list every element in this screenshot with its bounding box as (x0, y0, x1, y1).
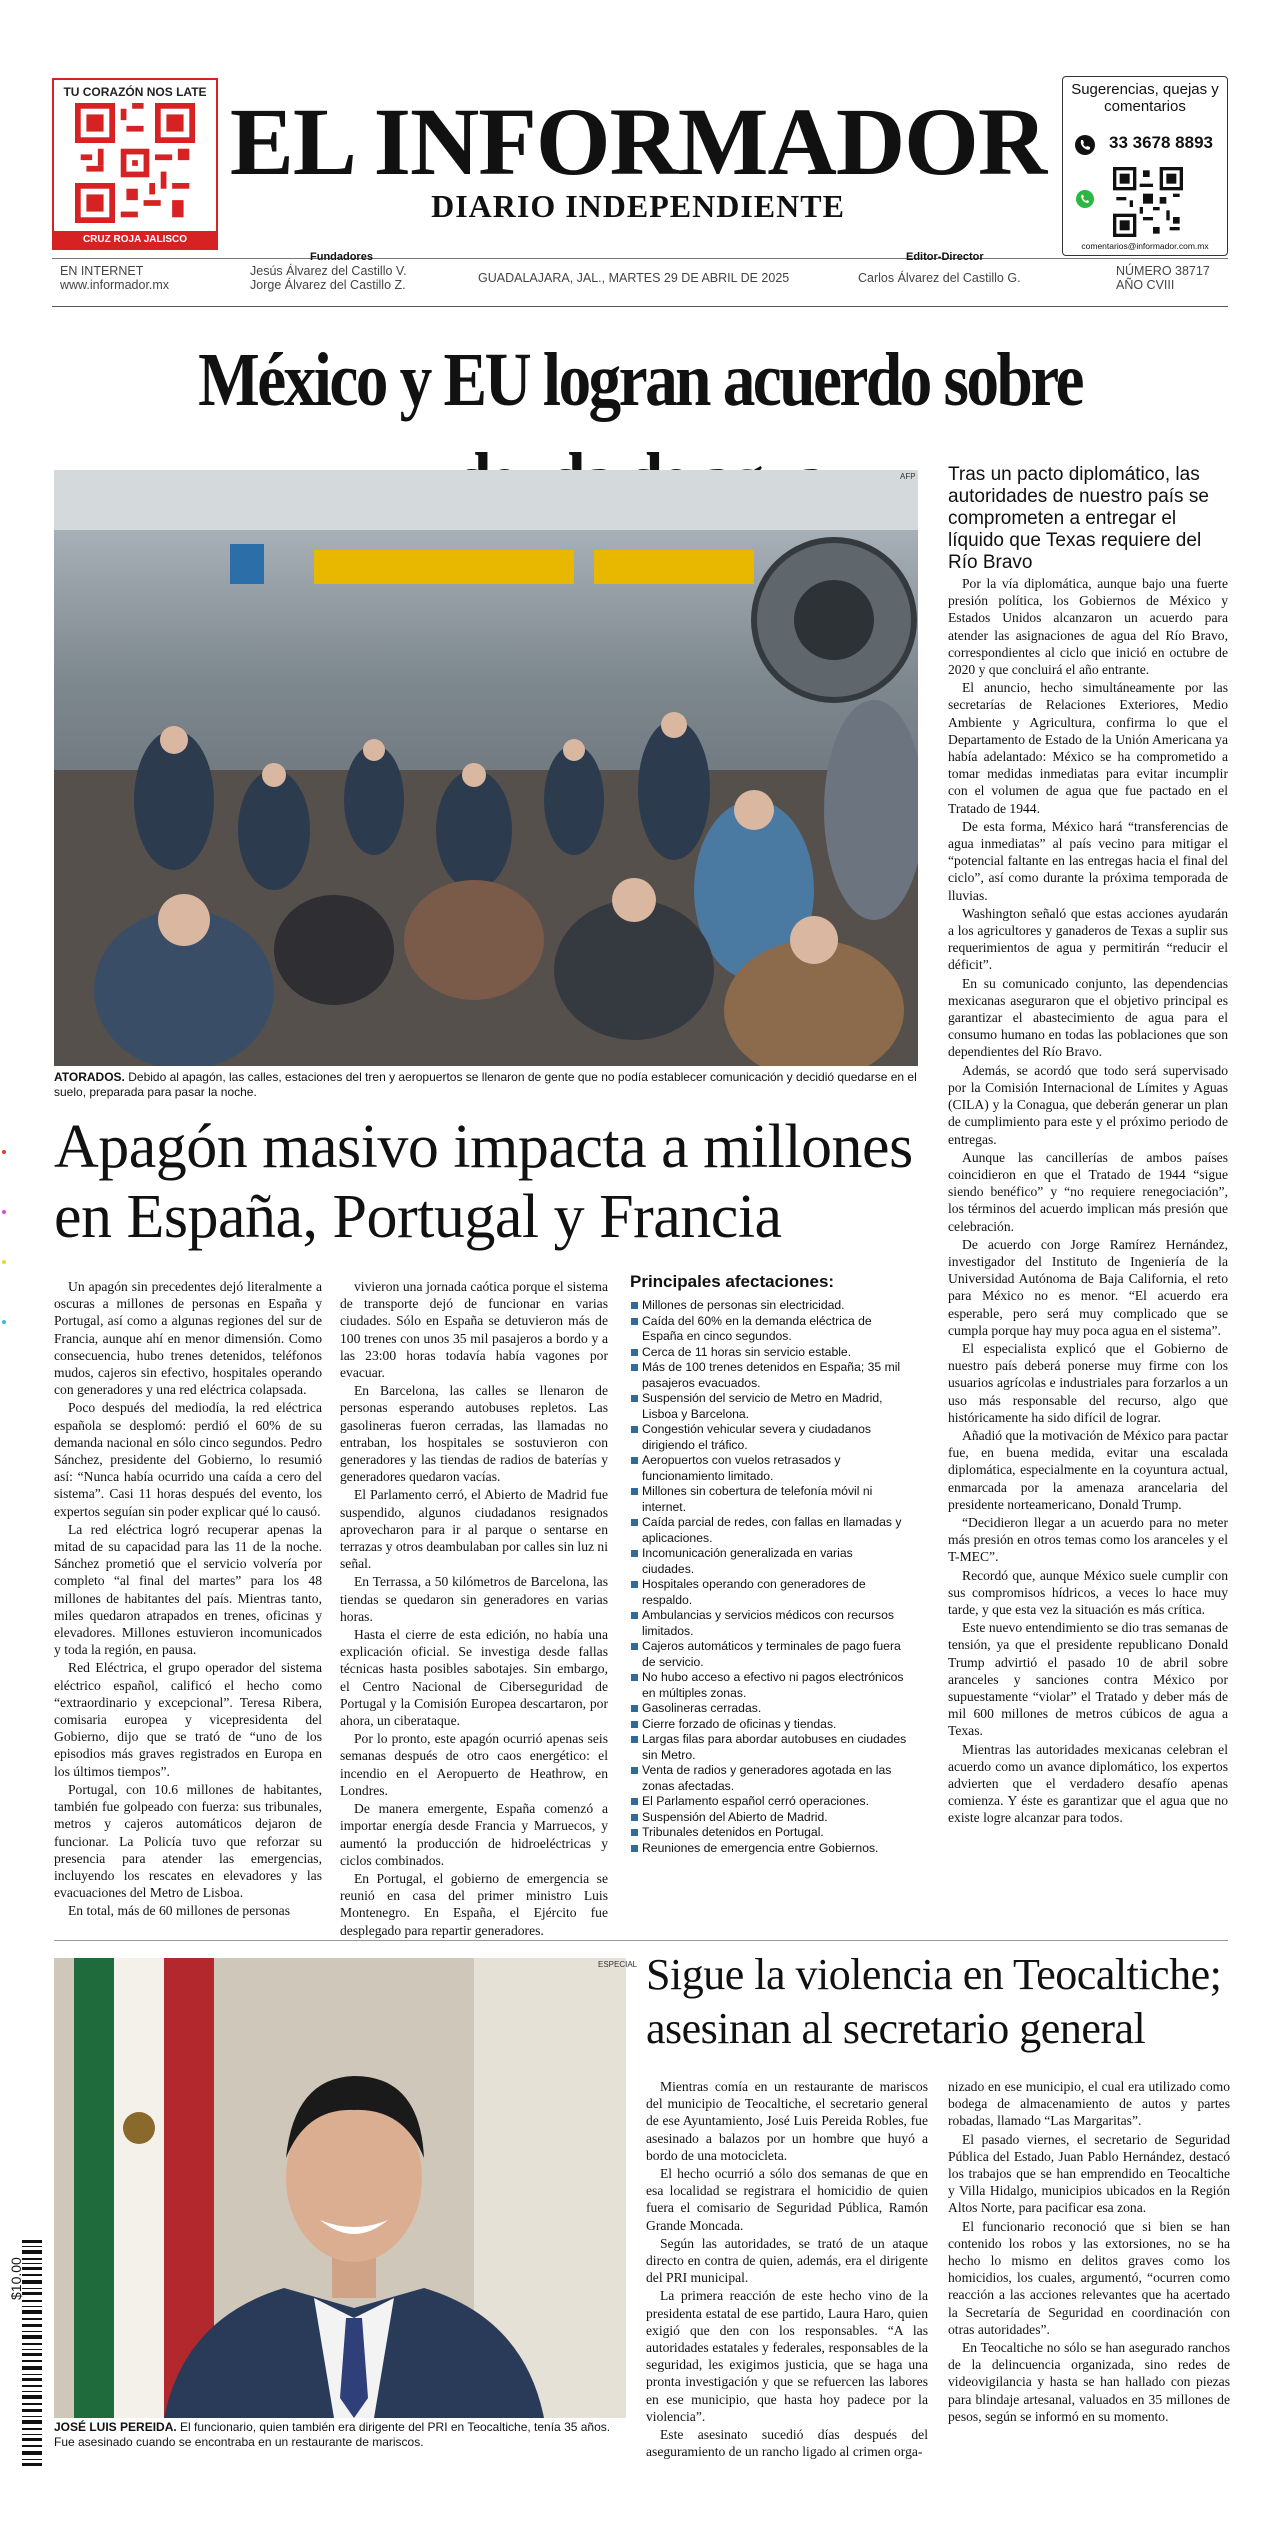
violence-paragraph: El pasado viernes, el secretario de Seguridad Pública del Estado, Juan Pablo Hernández, destacó los trabajos que se han emprendido en Teocaltiche y Villa Hidalgo, municipios ubicados en la Región Altos Norte, para pacificar esa zona. (948, 2131, 1230, 2216)
effects-item: Congestión vehicular severa y ciudadanos dirigiendo el tráfico. (630, 1422, 908, 1453)
contact-box (1062, 76, 1228, 256)
section-rule (54, 1940, 1228, 1941)
effects-item: Cajeros automáticos y terminales de pago fuera de servicio. (630, 1639, 908, 1670)
effects-item: Millones de personas sin electricidad. (630, 1298, 908, 1314)
header-rule (52, 258, 1228, 259)
effects-item: Gasolineras cerradas. (630, 1701, 908, 1717)
blackout-paragraph: Portugal, con 10.6 millones de habitantes, también fue golpeado con fuerza: sus tribunales, metros y cajeros automáticos dejaron de funcionar. La Policía tuvo que reforzar su presencia para atender las emergencias, incluyendo los rescates en elevadores y las evacuaciones del Metro de Lisboa. (54, 1781, 322, 1901)
contact-title: Sugerencias, quejas y comentarios (1071, 81, 1219, 115)
masthead-subtitle: DIARIO INDEPENDIENTE (431, 188, 845, 224)
effects-item: Cierre forzado de oficinas y tiendas. (630, 1717, 908, 1733)
effects-item: Caída parcial de redes, con fallas en llamadas y aplicaciones. (630, 1515, 908, 1546)
lead-body (948, 575, 1228, 1827)
effects-item: Tribunales detenidos en Portugal. (630, 1825, 908, 1841)
photo2-caption-label: JOSÉ LUIS PEREIDA. (54, 2420, 177, 2434)
registration-mark (2, 1320, 6, 1324)
founders-label: Fundadores (310, 251, 373, 263)
portrait-photo[interactable] (54, 1958, 626, 2418)
header-rule-bottom (52, 306, 1228, 307)
effects-item: Suspensión del servicio de Metro en Madrid, Lisboa y Barcelona. (630, 1391, 908, 1422)
blackout-paragraph: Por lo pronto, este apagón ocurrió apenas seis semanas después de otro caos energético: el incendio en el Aeropuerto de Heathrow, en Londres. (340, 1731, 608, 1798)
price-label: $10.00 (8, 2257, 24, 2300)
effects-item: Millones sin cobertura de telefonía móvil ni internet. (630, 1484, 908, 1515)
effects-item: Caída del 60% en la demanda eléctrica de España en cinco segundos. (630, 1314, 908, 1345)
effects-item: Más de 100 trenes detenidos en España; 35 mil pasajeros evacuados. (630, 1360, 908, 1391)
internet-label: EN INTERNET (60, 264, 144, 278)
photo-credit: AFP (900, 472, 916, 481)
issue-number: NÚMERO 38717 (1116, 264, 1210, 278)
lead-headline[interactable]: México y EU logran acuerdo sobre (198, 338, 1082, 422)
contact-phone[interactable]: 33 3678 8893 (1109, 133, 1213, 152)
effects-item: Largas filas para abordar autobuses en ciudades sin Metro. (630, 1732, 908, 1763)
lead-paragraph: De esta forma, México hará “transferencias de agua inmediatas” al país vecino para mitigar el “potencial faltante en las entregas hacia el final del ciclo”, así como durante la próxima temporada de lluvias. (948, 818, 1228, 903)
violence-col-d (948, 2078, 1230, 2425)
lead-dek: Tras un pacto diplomático, las autoridades de nuestro país se comprometen a entregar el líquido que Texas requiere del Río Bravo (948, 464, 1209, 573)
effects-list (630, 1298, 908, 1856)
violence-paragraph: Mientras comía en un restaurante de mariscos del municipio de Teocaltiche, el secretario general de ese Ayuntamiento, José Luis Pereida Robles, fue asesinado a balazos por un hombre que huyó a bordo de una motocicleta. (646, 2079, 928, 2163)
photo2-caption (54, 2420, 626, 2450)
effects-item: Aeropuertos con vuelos retrasados y funcionamiento limitado. (630, 1453, 908, 1484)
dateline: GUADALAJARA, JAL., MARTES 29 DE ABRIL DE 2025 (478, 271, 790, 285)
violence-paragraph: nizado en ese municipio, el cual era utilizado como bodega de almacenamiento de autos y partes robadas, llamado “Las Margaritas”. (948, 2079, 1230, 2129)
violence-paragraph: El funcionario reconoció que si bien se han contenido los robos y las extorsiones, no se ha hecho lo mismo en delitos graves como los homicidios, los cuales, argumentó, “ocurren como reacción a las acciones relevantes que ha acertado la Secretaría de Seguridad en coordinación con otras autoridades”. (948, 2218, 1230, 2337)
editor-label: Editor-Director (906, 251, 984, 263)
lead-paragraph: En su comunicado conjunto, las dependencias mexicanas aseguraron que el objetivo principal es garantizar el abastecimiento de agua para el consumo humano en todas las poblaciones que son dependientes del Río Bravo. (948, 975, 1228, 1060)
promo-title: TU CORAZÓN NOS LATE (63, 85, 207, 99)
photo-caption (54, 1070, 918, 1100)
effects-box (630, 1272, 908, 1856)
blackout-headline[interactable] (54, 1112, 934, 1252)
registration-mark (2, 1210, 6, 1214)
effects-item: No hubo acceso a efectivo ni pagos electrónicos en múltiples zonas. (630, 1670, 908, 1701)
lead-paragraph: Aunque las cancillerías de ambos países coincidieron en que el Tratado de 1944 “sigue siendo benéfico” y “no requiere renegociación”, los términos del acuerdo implican más presión que celebración. (948, 1149, 1228, 1234)
blackout-paragraph: Hasta el cierre de esta edición, no había una explicación oficial. Se investiga desde fallas técnicas hasta posibles sabotajes. Sin embargo, el Centro Nacional de Ciberseguridad de Portugal y la Comisión Europea descartaron, por ahora, un ciberataque. (340, 1627, 608, 1729)
blackout-paragraph: Poco después del mediodía, la red eléctrica española se desplomó: perdió el 60% de su demanda nacional en sólo cinco segundos. Pedro Sánchez, presidente del Gobierno, lo resumió así: “Nunca había ocurrido una caída a cero del sistema”. Casi 11 horas después del evento, los expertos seguían sin poder explicar qué lo causó. (54, 1400, 322, 1519)
blackout-col-b (340, 1278, 608, 1939)
lead-paragraph: El especialista explicó que el Gobierno de nuestro país deberá ponerse muy firme con los usuarios agrícolas e industriales para forzarlos a un uso más responsable del recurso, algo que históricamente ha sido difícil de lograr. (948, 1340, 1228, 1425)
blackout-headline-line1: Apagón masivo impacta a millones (54, 1113, 913, 1181)
violence-col-c (646, 2078, 928, 2460)
founder-2: Jorge Álvarez del Castillo Z. (250, 278, 406, 292)
lead-paragraph: Mientras las autoridades mexicanas celebran el acuerdo como un avance diplomático, los expertos advierten que el verdadero desafío apenas comienza. Y éste es garantizar que el agua que no existe logre alcanzar para todos. (948, 1741, 1228, 1826)
contact-email[interactable]: comentarios@informador.com.mx (1081, 241, 1209, 251)
effects-item: Suspensión del Abierto de Madrid. (630, 1810, 908, 1826)
internet-block (60, 264, 169, 292)
effects-title: Principales afectaciones: (630, 1272, 835, 1291)
violence-paragraph: Este asesinato sucedió días después del aseguramiento de un rancho ligado al crimen orga- (646, 2427, 928, 2460)
blackout-paragraph: Un apagón sin precedentes dejó literalmente a oscuras a millones de personas en España y Portugal, así como a algunas regiones del sur de Francia, aunque ahí en menor dimensión. Como consecuencia, hubo trenes detenidos, teléfonos mudos, cajeros sin efectivo, hospitales operando con generadores y una red eléctrica colapsada. (54, 1279, 322, 1398)
blackout-paragraph: En Portugal, el gobierno de emergencia se reunió en casa del primer ministro Luis Montenegro. En España, el Ejército fue desplegado para repartir generadores. (340, 1870, 608, 1938)
effects-item: Ambulancias y servicios médicos con recursos limitados. (630, 1608, 908, 1639)
effects-item: Reuniones de emergencia entre Gobiernos. (630, 1841, 908, 1857)
effects-item: Incomunicación generalizada en varias ciudades. (630, 1546, 908, 1577)
website-link[interactable]: www.informador.mx (60, 278, 170, 292)
effects-item: Venta de radios y generadores agotada en las zonas afectadas. (630, 1763, 908, 1794)
registration-mark (2, 1260, 6, 1264)
qr-code-icon[interactable] (75, 103, 195, 223)
founder-1: Jesús Álvarez del Castillo V. (250, 264, 407, 278)
blackout-paragraph: La red eléctrica logró recuperar apenas la mitad de su capacidad para las 11 de la noche. Sánchez prometió que el servicio volvería por completo “al final del martes” para los 48 millones de habitantes del país. Mientras tanto, miles quedaron atrapados en trenes, oficinas y elevadores. Millones estuvieron incomunicados y toda la región, en pausa. (54, 1521, 322, 1658)
photo2-credit: ESPECIAL (598, 1960, 638, 1969)
violence-paragraph: La primera reacción de este hecho vino de la presidenta estatal de ese partido, Laura Haro, quien exigió que den con los responsables. “A las autoridades estatales y federales, responsables de la seguridad, les exigimos justicia, que se haga una pronta investigación y que se refuercen las labores en ese municipio, que hasta hoy padece por la violencia”. (646, 2288, 928, 2424)
effects-item: El Parlamento español cerró operaciones. (630, 1794, 908, 1810)
promo-box (52, 78, 218, 250)
effects-item: Cerca de 11 horas sin servicio estable. (630, 1345, 908, 1361)
lead-paragraph: Este nuevo entendimiento se dio tras semanas de tensión, ya que el presidente republicano Donald Trump advirtió el pasado 10 de abril sobre aranceles y sanciones contra México por supuestamente “violar” el Tratado y deber más de mil 600 millones de metros cúbicos de agua a Texas. (948, 1620, 1228, 1739)
lead-paragraph: De acuerdo con Jorge Ramírez Hernández, investigador del Instituto de Ingeniería de la Universidad Autónoma de Baja California, el reto para México no es menor. “El acuerdo era esperable, pero será muy complicado que se cumpla porque hay muy poca agua en el sistema”. (948, 1236, 1228, 1338)
caption-label: ATORADOS. (54, 1070, 125, 1084)
lead-paragraph: Por la vía diplomática, aunque bajo una fuerte presión política, los Gobiernos de México y Estados Unidos alcanzaron un acuerdo para atender las asignaciones de agua del Río Bravo, correspondientes al ciclo que inició en octubre de 2020 y que concluirá el año entrante. (948, 576, 1228, 678)
lead-paragraph: El anuncio, hecho simultáneamente por las secretarías de Relaciones Exteriores, Medio Ambiente y Agricultura, confirma lo que el Departamento de Estado de la Unión Americana ya había adelantado: México se ha comprometido a tomar medidas inmediatas para evitar incumplir con el volumen de agua que fue pactado en el Tratado de 1944. (948, 680, 1228, 816)
lead-paragraph: “Decidieron llegar a un acuerdo para no meter más presión en otros temas como los aranceles y el T-MEC”. (948, 1514, 1228, 1565)
qr-code-icon[interactable] (1113, 167, 1183, 237)
violence-paragraph: El hecho ocurrió a sólo dos semanas de que en esa localidad se registrara el homicidio de quien fuera el comisario de Seguridad Pública, Ramón Grande Moncada. (646, 2166, 928, 2233)
blackout-paragraph: En Terrassa, a 50 kilómetros de Barcelona, las tiendas se quedaron sin generadores en varias horas. (340, 1574, 608, 1624)
airport-crowd-photo[interactable] (54, 470, 918, 1066)
blackout-col-a (54, 1278, 322, 1920)
founders-block (250, 264, 407, 292)
whatsapp-icon (1075, 189, 1095, 209)
lead-paragraph: Además, se acordó que todo será supervisado por la Comisión Internacional de Límites y Aguas (CILA) y la Conagua, que deberán generar un plan de cumplimiento para este y el próximo periodo de entregas. (948, 1062, 1228, 1147)
blackout-paragraph: El Parlamento cerró, el Abierto de Madrid fue suspendido, algunos ciudadanos resignados aprovecharon para ir al parque o sentarse en terrazas y otros deambulaban por calles sin luz ni señal. (340, 1487, 609, 1572)
blackout-headline-line2: en España, Portugal y Francia (54, 1183, 782, 1251)
promo-org: CRUZ ROJA JALISCO (54, 231, 216, 248)
violence-paragraph: Según las autoridades, se trató de un ataque directo en contra de quien, además, era el dirigente del PRI municipal. (646, 2235, 928, 2286)
registration-mark (2, 1150, 6, 1154)
issue-block (1116, 264, 1210, 292)
lead-paragraph: Añadió que la motivación de México para pactar fue, en buena medida, evitar una escalada diplomática, especialmente en la coyuntura actual, enmarcada por la amenaza arancelaria del presidente norteamericano, Donald Trump. (948, 1427, 1228, 1512)
blackout-paragraph: En Barcelona, las calles se llenaron de personas esperando autobuses repletos. Las gasolineras fueron cerradas, las llamadas no entraban, los hospitales se sostuvieron con generadores y las tiendas de radios de baterías y generadores quedaron vacías. (340, 1383, 608, 1485)
lead-paragraph: Recordó que, aunque México suele cumplir con sus compromisos hídricos, a veces lo hace muy tarde, y que esta vez la situación es más crítica. (948, 1567, 1228, 1617)
editor-name: Carlos Álvarez del Castillo G. (858, 271, 1021, 285)
violence-paragraph: En Teocaltiche no sólo se han asegurado ranchos de la delincuencia organizada, sino redes de videovigilancia y hasta se han hallado con piezas para blindaje artesanal, valuados en 35 millones de pesos, según se informó en su momento. (948, 2340, 1230, 2424)
volume: AÑO CVIII (1116, 278, 1175, 292)
blackout-paragraph: De manera emergente, España comenzó a importar energía desde Francia y Marruecos, y aumentó la producción de hidroeléctricas y ciclos combinados. (340, 1801, 608, 1868)
photo2-caption-text: El funcionario, quien también era dirigente del PRI en Teocaltiche, tenía 35 años. Fue asesinado cuando se encontraba en un restaurante de mariscos. (54, 2420, 611, 2449)
blackout-paragraph: Red Eléctrica, el grupo operador del sistema eléctrico español, calificó el hecho como “extraordinario y excepcional”. Teresa Ribera, comisaria europea y vicepresidenta del Gobierno, dijo que se trató de “uno de los episodios más graves registrados en Europa en los últimos tiempos”. (54, 1660, 322, 1779)
caption-text: Debido al apagón, las calles, estaciones del tren y aeropuertos se llenaron de gente que no podía establecer comunicación y decidió quedarse en el suelo, preparada para pasar la noche. (54, 1070, 917, 1099)
effects-item: Hospitales operando con generadores de respaldo. (630, 1577, 908, 1608)
blackout-paragraph: En total, más de 60 millones de personas (68, 1903, 290, 1919)
lead-paragraph: Washington señaló que estas acciones ayudarán a los agricultores y ganaderos de Texas a suplir sus requerimientos de agua y permitirán “reducir el déficit”. (948, 905, 1228, 973)
violence-headline[interactable]: Sigue la violencia en Teocaltiche; asesinan al secretario general (646, 1950, 1222, 2053)
blackout-paragraph: vivieron una jornada caótica porque el sistema de transporte dejó de funcionar en varias ciudades. Sólo en España se detuvieron más de 100 trenes con unos 35 mil pasajeros a bordo y a las 23:00 horas todavía había vagones por evacuar. (340, 1279, 608, 1381)
masthead-title[interactable]: EL INFORMADOR (229, 88, 1047, 195)
phone-icon (1075, 135, 1095, 155)
